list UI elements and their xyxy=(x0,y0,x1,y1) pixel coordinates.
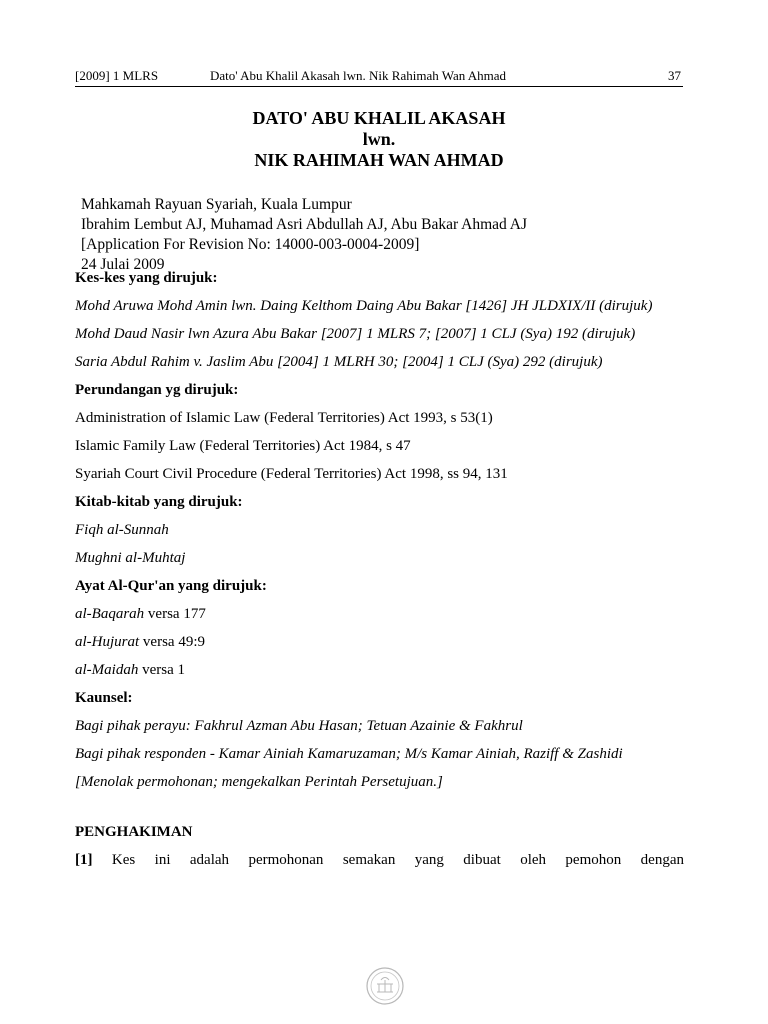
surah-name: al-Baqarah xyxy=(75,606,145,622)
respondent-counsel: Bagi pihak responden - Kamar Ainiah Kamaruzaman; M/s Kamar Ainiah, Raziff & Zashidi xyxy=(75,746,623,762)
application-number: [Application For Revision No: 14000-003-0004-2009] xyxy=(81,236,420,253)
counsel-heading: Kaunsel: xyxy=(75,690,133,706)
case-outcome: [Menolak permohonan; mengekalkan Perintah Persetujuan.] xyxy=(75,774,443,790)
versus-label: lwn. xyxy=(362,129,396,149)
header-case-name: Dato' Abu Khalil Akasah lwn. Nik Rahimah Wan Ahmad xyxy=(210,68,507,83)
verse-number: versa 177 xyxy=(144,606,206,622)
case-info xyxy=(81,195,683,275)
page-number: 37 xyxy=(668,68,681,83)
case-title xyxy=(75,108,683,171)
verse-number: versa 49:9 xyxy=(139,634,205,650)
running-header xyxy=(75,66,683,87)
surah-name: al-Maidah xyxy=(75,662,139,678)
quran-reference xyxy=(75,632,684,652)
case-reference: Saria Abdul Rahim v. Jaslim Abu [2004] 1 MLRH 30; [2004] 1 CLJ (Sya) 292 (dirujuk) xyxy=(75,354,603,370)
book-reference: Fiqh al-Sunnah xyxy=(75,522,169,538)
quran-reference xyxy=(75,660,684,680)
verse-number: versa 1 xyxy=(138,662,185,678)
court-seal-icon xyxy=(365,966,405,1006)
court-name: Mahkamah Rayuan Syariah, Kuala Lumpur xyxy=(81,196,352,213)
party-one: DATO' ABU KHALIL AKASAH xyxy=(252,108,506,128)
legislation-referred-heading: Perundangan yg dirujuk: xyxy=(75,382,239,398)
books-referred-heading: Kitab-kitab yang dirujuk: xyxy=(75,494,243,510)
header-citation: [2009] 1 MLRS xyxy=(75,68,159,83)
judges: Ibrahim Lembut AJ, Muhamad Asri Abdullah AJ, Abu Bakar Ahmad AJ xyxy=(81,216,528,233)
judgment-paragraph xyxy=(75,850,684,870)
quran-referred-heading: Ayat Al-Qur'an yang dirujuk: xyxy=(75,578,267,594)
paragraph-text: Kes ini adalah permohonan semakan yang dibuat oleh pemohon dengan xyxy=(92,852,684,868)
legislation-reference: Syariah Court Civil Procedure (Federal Territories) Act 1998, ss 94, 131 xyxy=(75,466,508,482)
quran-reference xyxy=(75,604,684,624)
surah-name: al-Hujurat xyxy=(75,634,140,650)
judgment-heading: PENGHAKIMAN xyxy=(75,824,193,840)
paragraph-number: [1] xyxy=(75,852,93,868)
decision-date: 24 Julai 2009 xyxy=(81,256,165,273)
legislation-reference: Islamic Family Law (Federal Territories) Act 1984, s 47 xyxy=(75,438,411,454)
case-reference: Mohd Daud Nasir lwn Azura Abu Bakar [2007] 1 MLRS 7; [2007] 1 CLJ (Sya) 192 (dirujuk) xyxy=(75,326,636,342)
case-reference: Mohd Aruwa Mohd Amin lwn. Daing Kelthom Daing Abu Bakar [1426] JH JLDXIX/II (dirujuk) xyxy=(75,298,653,314)
party-two: NIK RAHIMAH WAN AHMAD xyxy=(254,150,504,170)
cases-referred-heading: Kes-kes yang dirujuk: xyxy=(75,270,218,286)
book-reference: Mughni al-Muhtaj xyxy=(75,550,186,566)
appellant-counsel: Bagi pihak perayu: Fakhrul Azman Abu Hasan; Tetuan Azainie & Fakhrul xyxy=(75,718,523,734)
headnote-content xyxy=(75,268,684,870)
legislation-reference: Administration of Islamic Law (Federal Territories) Act 1993, s 53(1) xyxy=(75,410,493,426)
